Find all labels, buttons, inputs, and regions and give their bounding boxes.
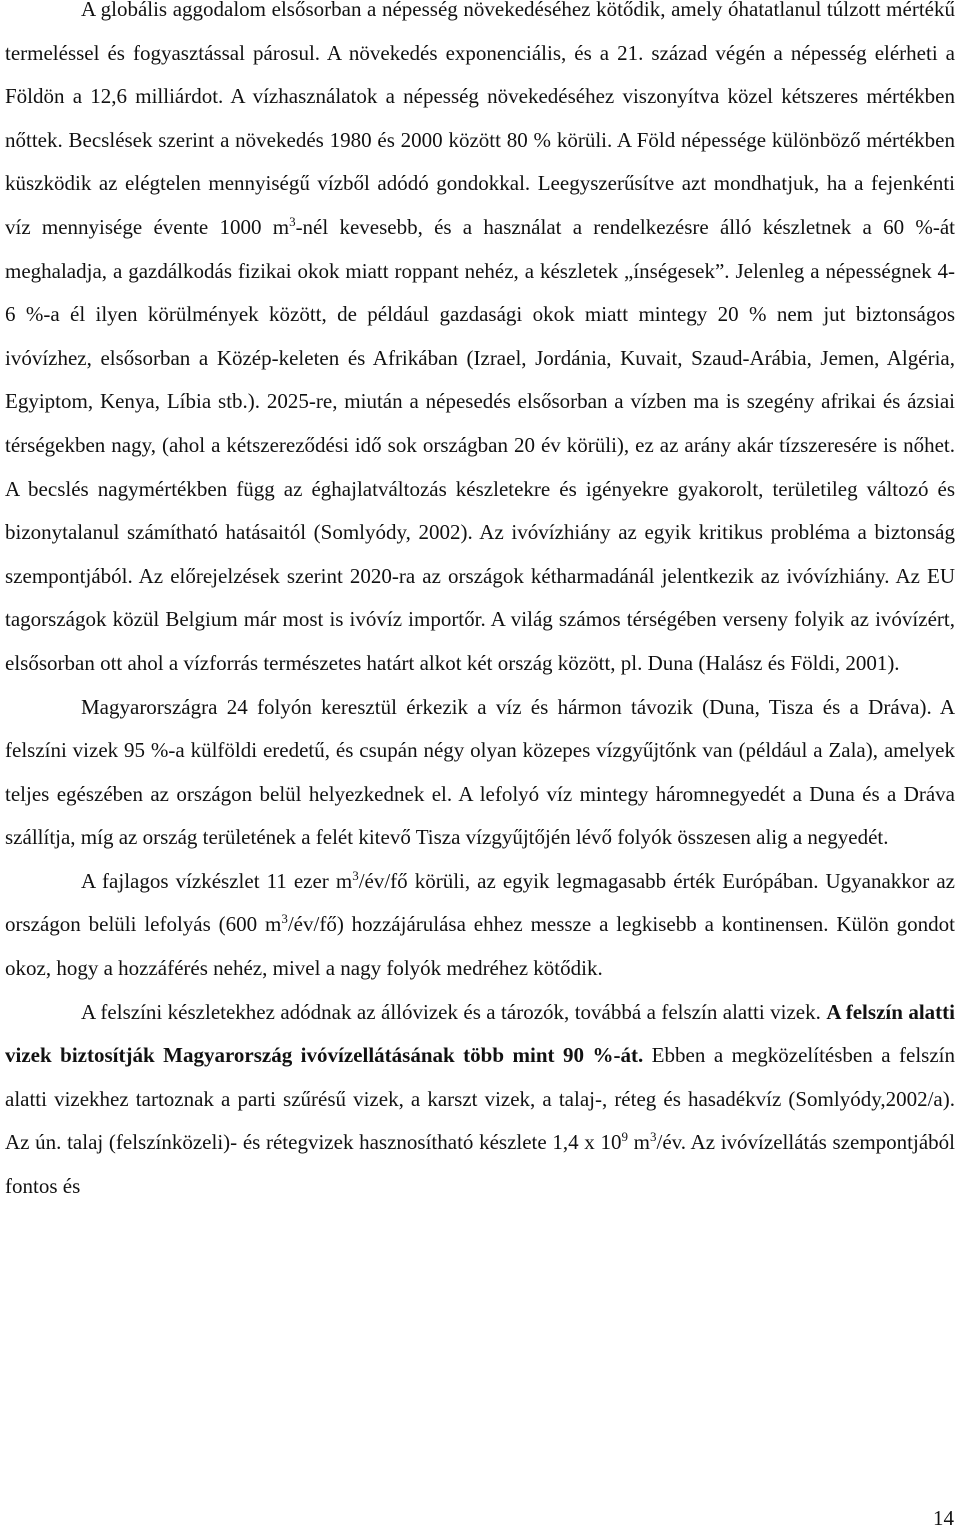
text-run: A fajlagos vízkészlet 11 ezer m	[81, 868, 353, 893]
text-run: m	[627, 1130, 650, 1155]
superscript: 3	[352, 867, 359, 883]
text-run: -nél kevesebb, és a használat a rendelkezésre álló készletnek a 60 %-át meghaladja, a gazdálkodás fizikai okok miatt roppant nehéz, a készletek „ínségesek”. Jelenleg a népességnek 4-6 %-a él ilyen körülmények között, de például gazdasági okok miatt mintegy 20 % nem jut biztonságos ivóvízhez, elsősorban a Közép-keleten és Afrikában (Izrael, Jordánia, Kuvait, Szaud-Arábia, Jemen, Algéria, Egyiptom, Kenya, Líbia stb.). 2025-re, miután a népesedés elsősorban a vízben ma is szegény afrikai és ázsiai térségekben nagy, (ahol a kétszereződési idő sok országban 20 év körüli), ez az arány akár tízszeresére is nőhet. A becslés nagymértékben függ az éghajlatváltozás készletekre és igényekre gyakorolt, területileg változó és bizonytalanul számítható hatásaitól (Somlyódy, 2002). Az ivóvízhiány az egyik kritikus probléma a biztonság szempontjából. Az előrejelzések szerint 2020-ra az országok kétharmadánál jelentkezik az ivóvízhiány. Az EU tagországok közül Belgium már most is ivóvíz importőr. A világ számos térségében verseny folyik az ivóvízért, elsősorban ott ahol a vízforrás természetes határt alkot két ország között, pl. Duna (Halász és Földi, 2001).	[5, 214, 955, 675]
text-run: /év. Az ivóvízellátás szempontjából fontos és	[5, 1130, 955, 1199]
paragraph	[5, 860, 955, 991]
text-run: /év/fő körüli, az egyik legmagasabb érték Európában. Ugyanakkor az országon belüli lefolyás (600 m	[5, 868, 955, 937]
superscript: 3	[281, 911, 288, 927]
text-run: A globális aggodalom elsősorban a népesség növekedéséhez kötődik, amely óhatatlanul túlzott mértékű termeléssel és fogyasztással párosul. A növekedés exponenciális, és a 21. század végén a népesség elérheti a Földön a 12,6 milliárdot. A vízhasználatok a népesség növekedéséhez viszonyítva közel kétszeres mértékben nőttek. Becslések szerint a növekedés 1980 és 2000 között 80 % körüli. A Föld népessége különböző mértékben küszködik az elégtelen mennyiségű vízből adódó gondokkal. Leegyszerűsítve azt mondhatjuk, ha a fejenkénti víz mennyisége évente 1000 m	[5, 0, 955, 239]
text-run: A felszíni készletekhez adódnak az állóvizek és a tározók, továbbá a felszín alatti vizek.	[81, 999, 827, 1024]
superscript: 3	[650, 1129, 657, 1145]
body-text	[5, 0, 955, 1209]
text-run: Ebben a megközelítésben a felszín alatti vizekhez tartoznak a parti szűrésű vizek, a karszt vizek, a talaj-, réteg és hasadékvíz (Somlyódy,2002/a). Az ún. talaj (felszínközeli)- és rétegvizek hasznosítható készlete 1,4 x 10	[5, 1043, 955, 1155]
page-number: 14	[933, 1506, 954, 1530]
paragraph	[5, 991, 955, 1209]
paragraph	[5, 686, 955, 860]
text-run: /év/fő) hozzájárulása ehhez messze a legkisebb a kontinensen. Külön gondot okoz, hogy a hozzáférés nehéz, mivel a nagy folyók medréhez kötődik.	[5, 912, 956, 981]
superscript: 3	[289, 213, 296, 229]
paragraph	[5, 0, 955, 686]
text-run: Magyarországra 24 folyón keresztül érkezik a víz és hármon távozik (Duna, Tisza és a Dráva). A felszíni vizek 95 %-a külföldi eredetű, és csupán négy olyan közepes vízgyűjtőnk van (például a Zala), amelyek teljes egészében az országon belül helyezkednek el. A lefolyó víz mintegy háromnegyedét a Duna és a Dráva szállítja, míg az ország területének a felét kitevő Tisza vízgyűjtőjén lévő folyók összesen alig a negyedét.	[5, 694, 955, 850]
bold-text-run: A felszín alatti vizek biztosítják Magyarország ivóvízellátásának több mint 90 %-át.	[5, 999, 955, 1068]
superscript: 9	[621, 1129, 628, 1145]
document-page	[5, 0, 955, 1209]
